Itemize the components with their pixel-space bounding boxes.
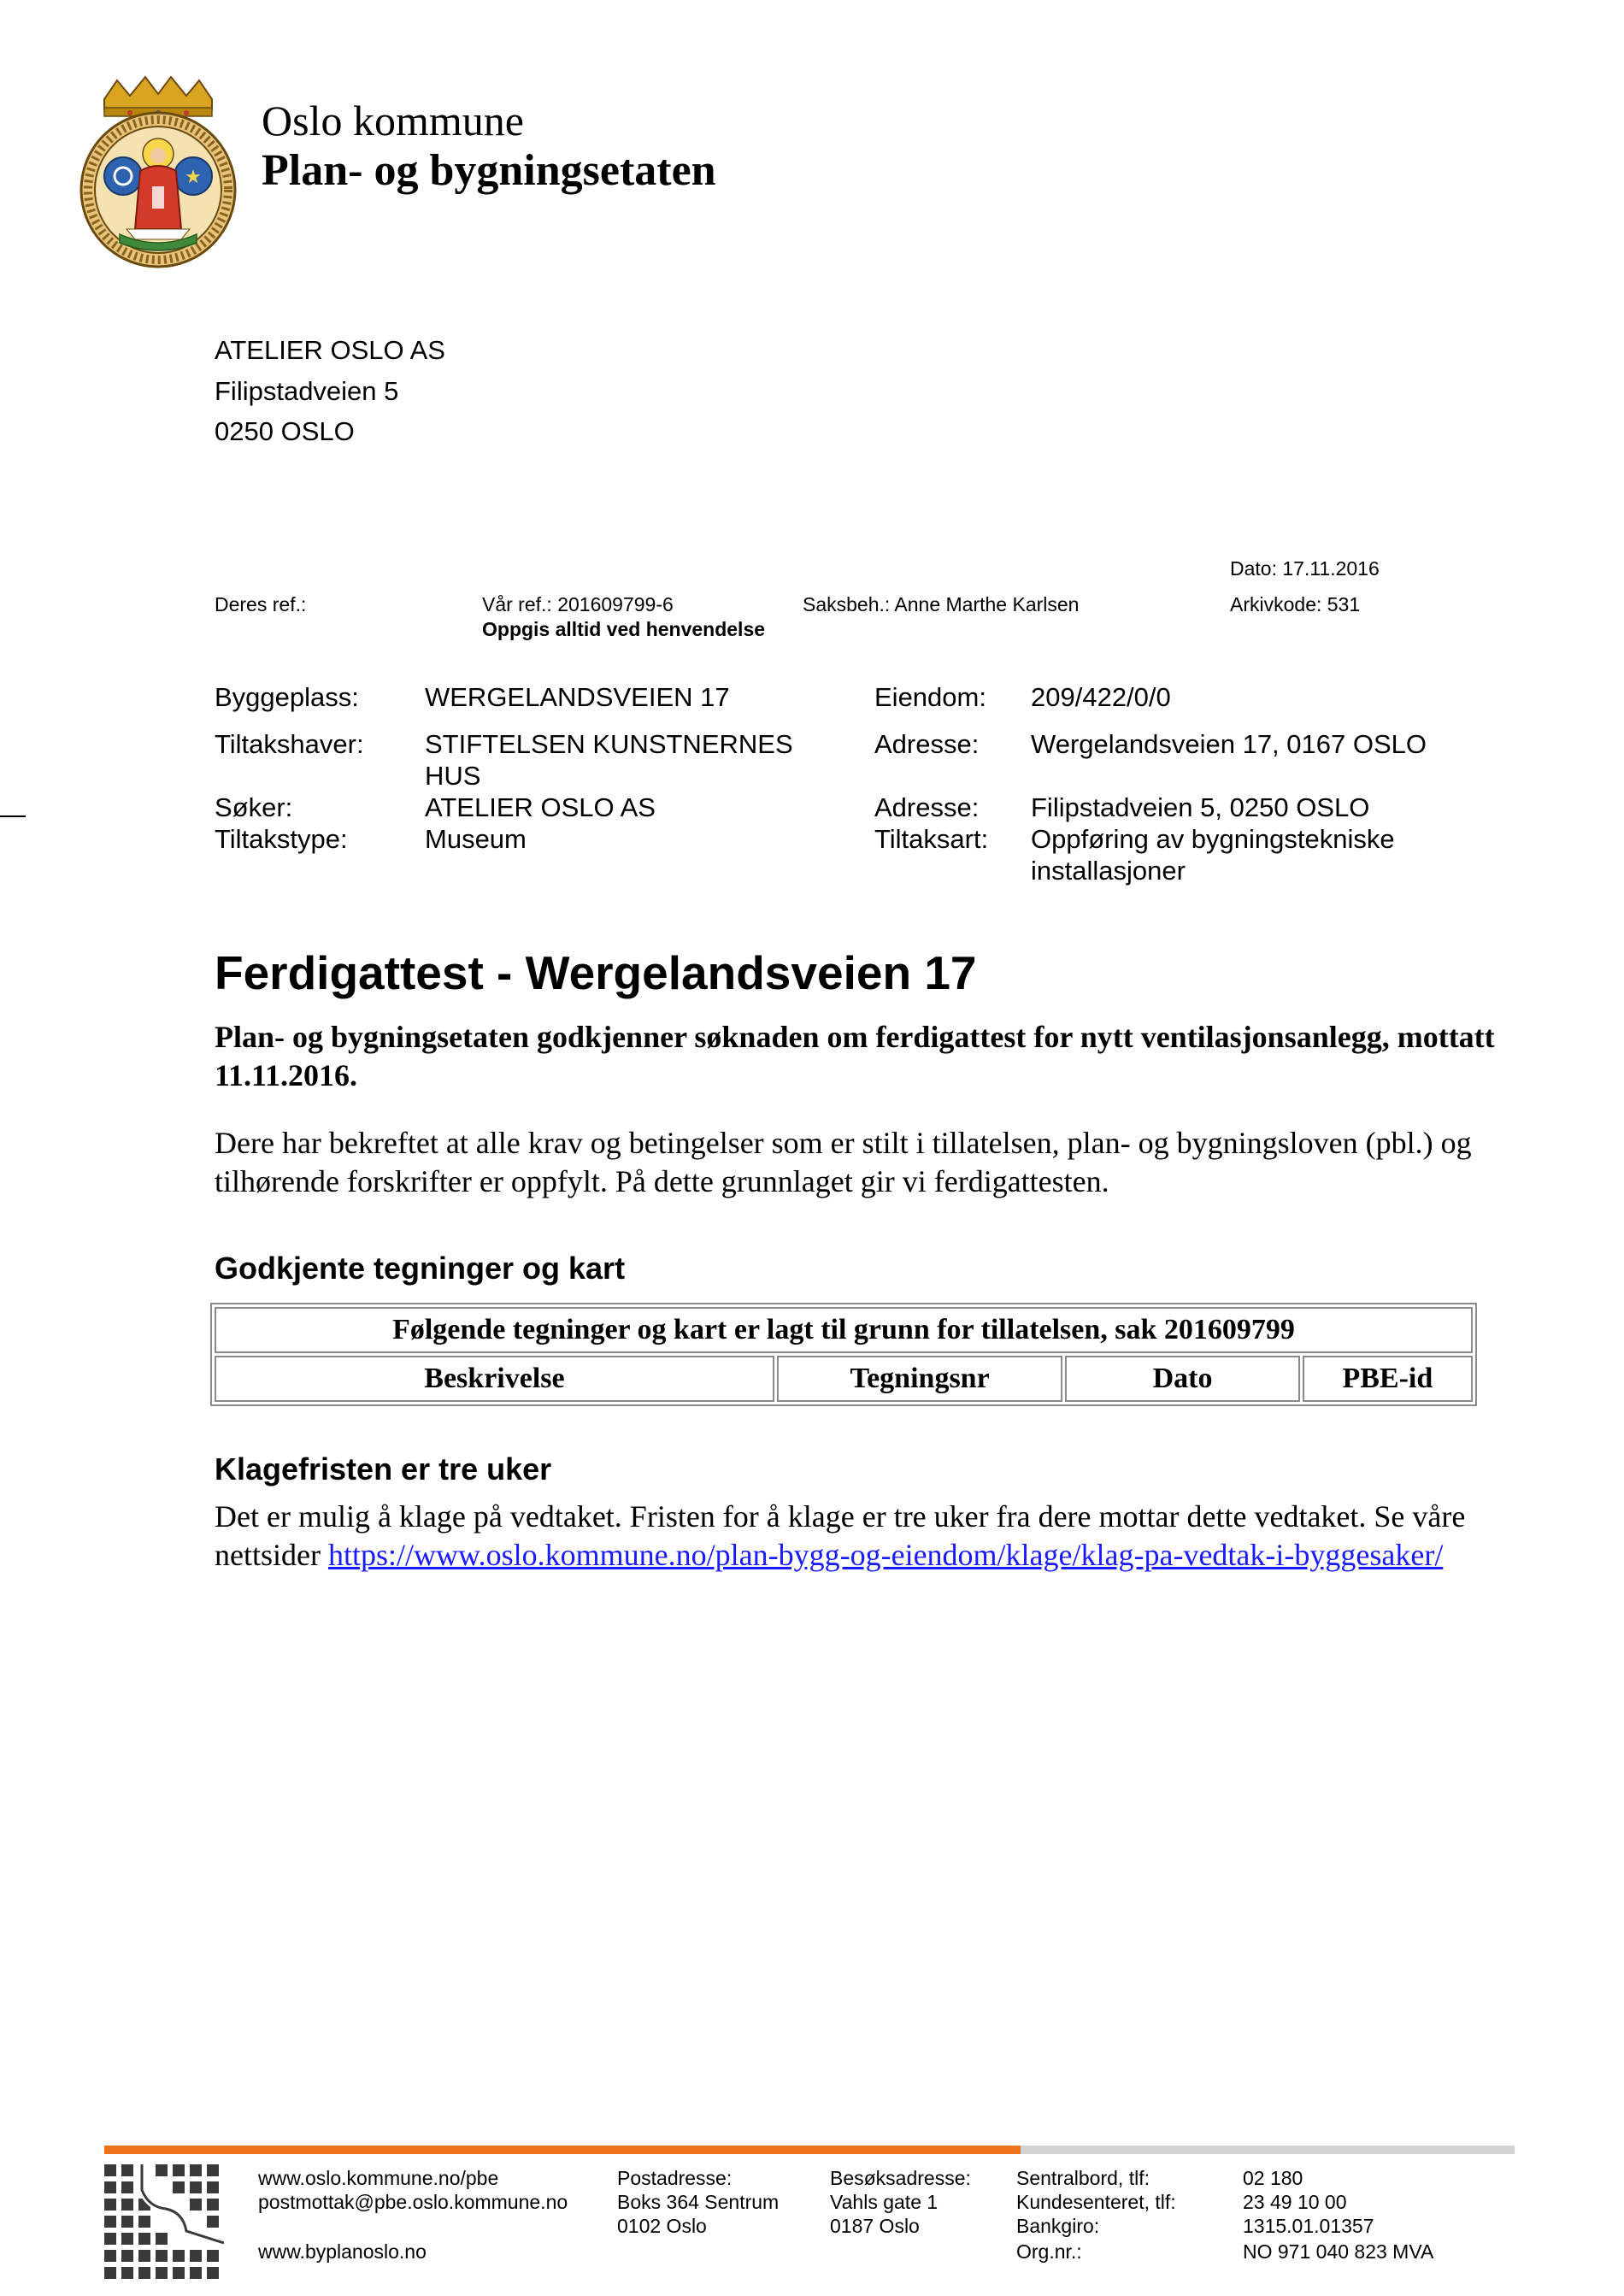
soker-value: ATELIER OSLO AS	[425, 792, 656, 822]
table-caption-row	[215, 1307, 1473, 1353]
recipient-name: ATELIER OSLO AS	[215, 335, 445, 365]
department-name: Plan- og bygningsetaten	[262, 146, 716, 195]
column-header-tegningsnr: Tegningsnr	[777, 1356, 1062, 1402]
our-ref: Vår ref.: 201609799-6	[482, 593, 674, 615]
column-header-beskrivelse: Beskrivelse	[215, 1356, 774, 1402]
tiltaksart-value-line2: installasjoner	[1031, 856, 1186, 886]
complaint-paragraph	[215, 1498, 1514, 1575]
footer-visit-line1: Vahls gate 1	[830, 2191, 939, 2213]
eiendom-label: Eiendom:	[874, 682, 986, 712]
footer-visit-line2: 0187 Oslo	[830, 2215, 920, 2237]
footer-web[interactable]: www.oslo.kommune.no/pbe	[258, 2167, 499, 2189]
byggeplass-label: Byggeplass:	[215, 682, 359, 712]
confirmation-paragraph: Dere har bekreftet at alle krav og betingelser som er stilt i tillatelsen, plan- og bygningsloven (pbl.) og tilhørende forskrifter er oppfylt. På dette grunnlaget gir vi ferdigattesten.	[215, 1126, 1472, 1198]
oslo-coat-of-arms-logo	[79, 75, 238, 272]
case-handler: Saksbeh.: Anne Marthe Karlsen	[803, 593, 1080, 615]
date: Dato: 17.11.2016	[1230, 557, 1380, 580]
tiltakstype-label: Tiltakstype:	[215, 824, 348, 854]
your-ref: Deres ref.:	[215, 593, 307, 615]
table-header-row	[215, 1356, 1473, 1402]
footer-switchboard-label: Sentralbord, tlf:	[1016, 2167, 1150, 2189]
footer-org-label: Org.nr.:	[1016, 2240, 1082, 2263]
tiltakstype-value: Museum	[425, 824, 527, 854]
footer-org-value: NO 971 040 823 MVA	[1243, 2240, 1434, 2263]
footer-visit-label: Besøksadresse:	[830, 2167, 971, 2189]
lead-paragraph: Plan- og bygningsetaten godkjenner søknaden om ferdigattest for nytt ventilasjonsanlegg, mottatt 11.11.2016.	[215, 1020, 1495, 1092]
adresse-value: Wergelandsveien 17, 0167 OSLO	[1031, 729, 1427, 759]
footer-postal-label: Postadresse:	[617, 2167, 733, 2189]
column-header-dato: Dato	[1065, 1356, 1299, 1402]
document-title: Ferdigattest - Wergelandsveien 17	[215, 946, 977, 999]
complaint-link[interactable]: https://www.oslo.kommune.no/plan-bygg-og-eiendom/klage/klag-pa-vedtak-i-byggesaker/	[327, 1538, 1444, 1572]
crown-icon	[104, 77, 212, 116]
complaint-heading: Klagefristen er tre uker	[215, 1451, 552, 1487]
tiltaksart-label: Tiltaksart:	[874, 824, 989, 854]
archive-code: Arkivkode: 531	[1230, 593, 1361, 615]
drawings-heading: Godkjente tegninger og kart	[215, 1251, 626, 1286]
drawings-table	[210, 1303, 1477, 1406]
soker-label: Søker:	[215, 792, 293, 822]
fold-mark	[0, 815, 26, 817]
org-name: Oslo kommune	[262, 97, 524, 144]
eiendom-value: 209/422/0/0	[1031, 682, 1171, 712]
footer-customer-value: 23 49 10 00	[1243, 2191, 1347, 2213]
footer-accent-bar	[104, 2146, 1021, 2154]
our-ref-note: Oppgis alltid ved henvendelse	[482, 618, 766, 640]
adresse-label: Adresse:	[874, 792, 980, 822]
tiltakshaver-value-line2: HUS	[425, 761, 481, 791]
footer-postal-line1: Boks 364 Sentrum	[617, 2191, 780, 2213]
tiltakshaver-label: Tiltakshaver:	[215, 729, 364, 759]
complaint-text: Det er mulig å klage på vedtaket. Fristen for å klage er tre uker fra dere mottar dette vedtaket. Se våre nettsider	[215, 1499, 1466, 1572]
footer-email[interactable]: postmottak@pbe.oslo.kommune.no	[258, 2191, 568, 2213]
column-header-pbe-id: PBE-id	[1303, 1356, 1473, 1402]
oslo-map-logo-icon	[104, 2164, 224, 2284]
footer-customer-label: Kundesenteret, tlf:	[1016, 2191, 1176, 2213]
footer-divider-bar	[1021, 2146, 1515, 2154]
footer-giro-label: Bankgiro:	[1016, 2215, 1100, 2237]
footer-web2[interactable]: www.byplanoslo.no	[258, 2240, 427, 2263]
tiltaksart-value-line1: Oppføring av bygningstekniske	[1031, 824, 1395, 854]
footer-switchboard-value: 02 180	[1243, 2167, 1303, 2189]
svg-text:★: ★	[185, 167, 202, 188]
byggeplass-value: WERGELANDSVEIEN 17	[425, 682, 730, 712]
recipient-postal: 0250 OSLO	[215, 416, 355, 446]
adresse-value: Filipstadveien 5, 0250 OSLO	[1031, 792, 1370, 822]
footer-giro-value: 1315.01.01357	[1243, 2215, 1374, 2237]
footer-postal-line2: 0102 Oslo	[617, 2215, 707, 2237]
tiltakshaver-value-line1: STIFTELSEN KUNSTNERNES	[425, 729, 793, 759]
table-caption: Følgende tegninger og kart er lagt til grunn for tillatelsen, sak 201609799	[215, 1307, 1473, 1353]
recipient-street: Filipstadveien 5	[215, 376, 399, 406]
adresse-label: Adresse:	[874, 729, 980, 759]
